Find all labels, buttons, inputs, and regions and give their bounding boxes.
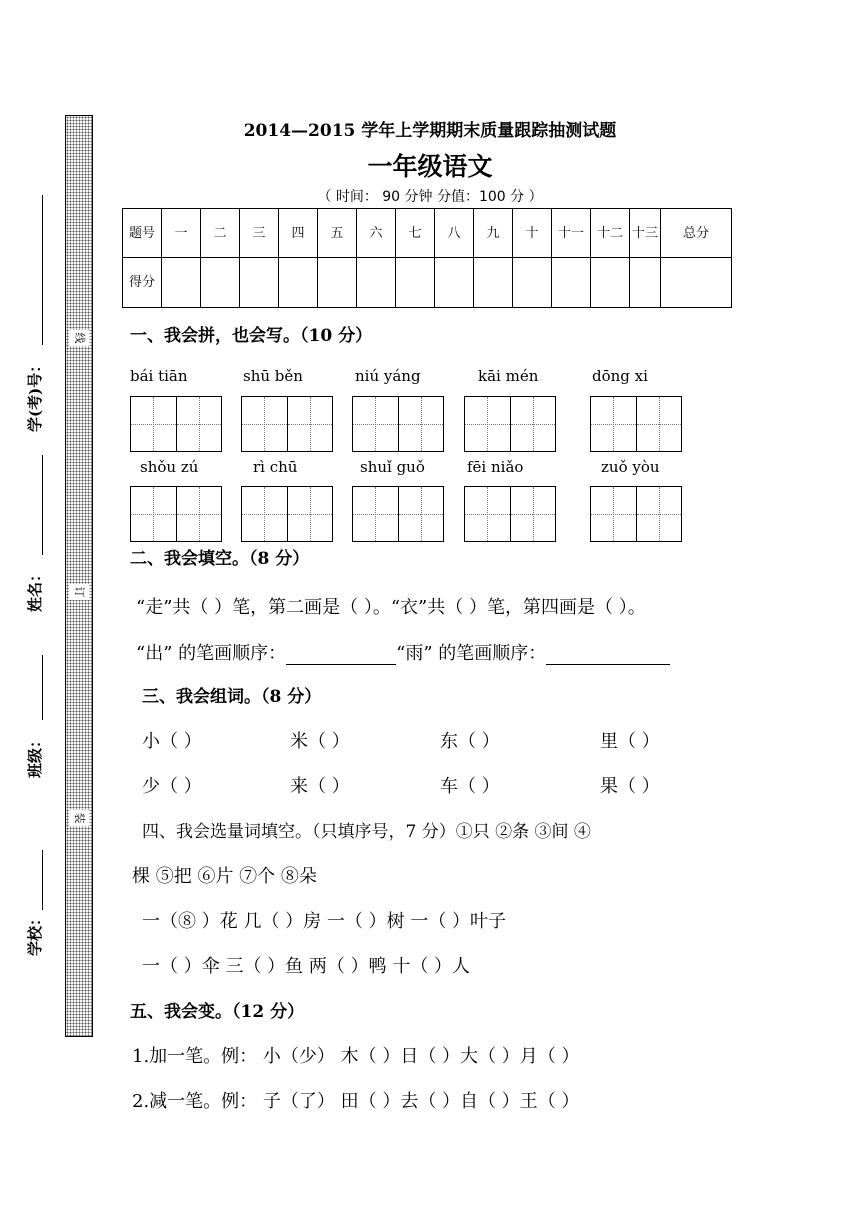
pinyin-label: shuǐ guǒ [360, 458, 425, 476]
stroke-order-blank-chu[interactable] [286, 646, 396, 665]
writing-grid[interactable] [352, 396, 444, 452]
score-input-cell[interactable] [396, 258, 435, 308]
score-input-cell[interactable] [435, 258, 474, 308]
strip-label-stitch: 装 [69, 810, 89, 826]
section-5-heading: 五、我会变。（12 分） [130, 1002, 305, 1022]
score-input-cell[interactable] [240, 258, 279, 308]
class-label: 班级： [26, 732, 44, 778]
score-table [122, 208, 732, 308]
measure-word-row: 一（ ）伞 三（ ）鱼 两（ ）鸭 十（ ）人 [142, 956, 471, 977]
add-stroke-row: 1.加一笔。例： 小（少） 木（ ）日（ ）大（ ）月（ ） [132, 1046, 580, 1067]
word-item: 东（ ） [440, 731, 500, 752]
student-id-label: 学(考)号： [26, 357, 44, 432]
strip-label-bind: 订 [69, 584, 89, 600]
pinyin-label: bái tiān [130, 367, 188, 385]
remove-stroke-row: 2.减一笔。例： 子（了） 田（ ）去（ ）自（ ）王（ ） [132, 1091, 580, 1112]
writing-grid[interactable] [590, 396, 682, 452]
writing-grid[interactable] [464, 396, 556, 452]
score-header-cell: 四 [279, 209, 318, 258]
word-item: 车（ ） [440, 776, 500, 797]
score-header-cell: 一 [162, 209, 201, 258]
word-item: 果（ ） [600, 776, 660, 797]
score-input-cell[interactable] [513, 258, 552, 308]
score-header-cell: 九 [474, 209, 513, 258]
writing-grid[interactable] [241, 486, 333, 542]
name-label: 姓名： [26, 566, 44, 612]
writing-grid[interactable] [130, 486, 222, 542]
student-id-line [42, 195, 43, 345]
score-header-cell: 三 [240, 209, 279, 258]
word-item: 来（ ） [290, 776, 350, 797]
stroke-count-question: “走”共（ ）笔，第二画是（ ）。“衣”共（ ）笔，第四画是（ ）。 [136, 597, 646, 618]
measure-word-options: 棵 ⑤把 ⑥片 ⑦个 ⑧朵 [132, 866, 317, 887]
score-input-cell[interactable] [357, 258, 396, 308]
score-input-cell[interactable] [162, 258, 201, 308]
section-4-heading: 四、我会选量词填空。（只填序号，7 分）①只 ②条 ③间 ④ [142, 822, 591, 842]
exam-subtitle: 一年级语文 [367, 152, 493, 181]
score-header-cell: 十二 [591, 209, 630, 258]
score-header-cell: 总分 [661, 209, 732, 258]
strip-label-line: 线 [69, 330, 89, 346]
word-item: 米（ ） [290, 731, 350, 752]
stroke-order-blank-yu[interactable] [546, 646, 670, 665]
score-input-cell[interactable] [630, 258, 661, 308]
score-input-cell[interactable] [474, 258, 513, 308]
score-input-cell[interactable] [591, 258, 630, 308]
score-header-cell: 二 [201, 209, 240, 258]
pinyin-label: shǒu zú [140, 458, 199, 476]
name-line [42, 455, 43, 555]
score-header-cell: 十三 [630, 209, 661, 258]
score-header-cell: 十 [513, 209, 552, 258]
school-label: 学校： [26, 910, 44, 956]
section-3-heading: 三、我会组词。（8 分） [142, 687, 322, 707]
score-header-cell: 七 [396, 209, 435, 258]
score-total-cell[interactable] [661, 258, 732, 308]
measure-word-row: 一（⑧ ）花 几（ ）房 一（ ）树 一（ ）叶子 [142, 911, 507, 932]
writing-grid[interactable] [130, 396, 222, 452]
word-item: 小（ ） [142, 731, 202, 752]
pinyin-label: dōng xi [592, 367, 648, 385]
pinyin-label: shū běn [243, 367, 303, 385]
binding-strip [65, 115, 93, 1037]
stroke-order-question [136, 639, 670, 665]
pinyin-label: rì chū [253, 458, 298, 476]
pinyin-label: kāi mén [478, 367, 539, 385]
section-1-heading: 一、我会拼，也会写。（10 分） [130, 326, 373, 346]
score-row-label: 得分 [123, 258, 162, 308]
score-input-cell[interactable] [201, 258, 240, 308]
writing-grid[interactable] [590, 486, 682, 542]
score-header-cell: 六 [357, 209, 396, 258]
word-item: 少（ ） [142, 776, 202, 797]
score-input-cell[interactable] [279, 258, 318, 308]
pinyin-label: niú yáng [355, 367, 421, 385]
score-input-cell[interactable] [318, 258, 357, 308]
pinyin-label: fēi niǎo [467, 458, 524, 476]
class-line [42, 655, 43, 720]
exam-title: 2014—2015 学年上学期期末质量跟踪抽测试题 [243, 121, 617, 141]
score-header-cell: 五 [318, 209, 357, 258]
stroke-order-label-yu: “雨” 的笔画顺序： [396, 643, 547, 664]
score-input-cell[interactable] [552, 258, 591, 308]
stroke-order-label-chu: “出” 的笔画顺序： [136, 643, 287, 664]
score-header-cell: 八 [435, 209, 474, 258]
writing-grid[interactable] [352, 486, 444, 542]
writing-grid[interactable] [241, 396, 333, 452]
score-header-cell: 十一 [552, 209, 591, 258]
school-line [42, 850, 43, 910]
section-2-heading: 二、我会填空。（8 分） [130, 549, 310, 569]
pinyin-label: zuǒ yòu [601, 458, 660, 476]
writing-grid[interactable] [464, 486, 556, 542]
score-header-cell: 题号 [123, 209, 162, 258]
word-item: 里（ ） [600, 731, 660, 752]
exam-meta: （ 时间： 90 分钟 分值：100 分 ） [317, 189, 543, 205]
